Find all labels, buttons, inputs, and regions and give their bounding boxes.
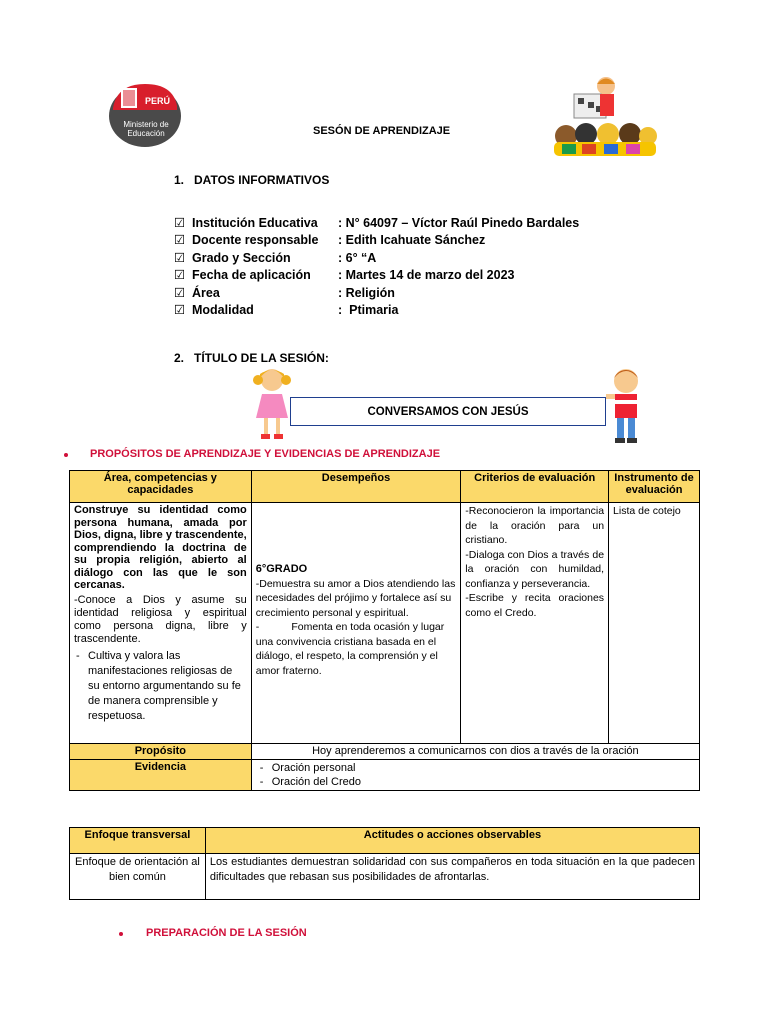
column-header: Área, competencias y capacidades	[70, 471, 252, 503]
bullet-icon	[64, 453, 68, 457]
session-title-box	[290, 397, 606, 426]
approach-cell: Enfoque de orientación al bien común	[70, 854, 206, 900]
capacity-list	[74, 649, 247, 724]
column-header: Actitudes o acciones observables	[205, 828, 699, 854]
column-header: Desempeños	[251, 471, 461, 503]
purposes-heading: PROPÓSITOS DE APRENDIZAJE Y EVIDENCIAS DE APRENDIZAJE	[90, 448, 441, 460]
column-header: Instrumento de evaluación	[609, 471, 700, 503]
evidence-label: Evidencia	[70, 760, 252, 791]
performance-text: - Fomenta en toda ocasión y lugar una convivencia cristiana basada en el diálogo, el respeto, la comprensión y el amor fraterno.	[255, 621, 448, 677]
section-1-heading: 1. DATOS INFORMATIVOS	[174, 173, 330, 187]
boy-illustration	[604, 366, 646, 446]
ministry-logo	[107, 76, 183, 148]
column-header: Criterios de evaluación	[461, 471, 609, 503]
checkbox-icon: ☑	[174, 251, 186, 265]
actions-cell: Los estudiantes demuestran solidaridad con sus compañeros en toda situación en la que padecen dificultades que rebasan sus posibilidades de afrontarlas.	[205, 854, 699, 900]
evidence-item: - Oración del Credo	[258, 775, 695, 789]
criteria-item: -Escribe y recita oraciones como el Credo.	[465, 592, 605, 619]
info-value: : 6° “A	[338, 251, 377, 265]
instrument-cell: Lista de cotejo	[609, 503, 700, 744]
transversal-table	[69, 827, 700, 900]
logo-ministry: Ministerio de Educación	[123, 120, 169, 138]
info-value: : Edith Icahuate Sánchez	[338, 233, 486, 247]
session-title: CONVERSAMOS CON JESÚS	[367, 406, 529, 418]
checkbox-icon: ☑	[174, 268, 186, 282]
info-value: : N° 64097 – Víctor Raúl Pinedo Bardales	[338, 216, 580, 230]
info-label: Docente responsable	[192, 233, 319, 247]
evidence-cell	[251, 760, 699, 791]
competency-cell	[70, 503, 252, 744]
evidence-item: - Oración personal	[258, 761, 695, 775]
section-2-heading: 2. TÍTULO DE LA SESIÓN:	[174, 351, 329, 365]
column-header: Enfoque transversal	[70, 828, 206, 854]
info-value: : Religión	[338, 286, 395, 300]
evidence-list	[256, 761, 695, 789]
performance-text: -Demuestra su amor a Dios atendiendo las necesidades del prójimo y fortalece así su crecimiento personal y espiritual.	[255, 577, 456, 619]
info-label: Institución Educativa	[192, 216, 318, 230]
info-value: : Martes 14 de marzo del 2023	[338, 268, 515, 282]
bullet-icon	[119, 932, 123, 936]
info-label: Modalidad	[192, 303, 254, 317]
checkbox-icon: ☑	[174, 286, 186, 300]
criteria-item: -Dialoga con Dios a través de la oración con humildad, confianza y perseverancia.	[465, 548, 605, 590]
info-value: : Ptimaria	[338, 303, 399, 317]
capacity-item: - Cultiva y valora las manifestaciones religiosas de su entorno argumentando su fe de manera comprensible y respetuosa.	[74, 649, 247, 724]
page-title: SESÓN DE APRENDIZAJE	[313, 125, 451, 137]
info-label: Fecha de aplicación	[192, 268, 311, 282]
grade-label: 6°GRADO	[255, 563, 308, 575]
checkbox-icon: ☑	[174, 216, 186, 230]
competency-text: Construye su identidad como persona humana, amada por Dios, digna, libre y trascendente, comprendiendo la doctrina de su propia religión, abierto al diálogo con las que le son cercanas.	[74, 504, 247, 591]
purpose-label: Propósito	[70, 744, 252, 760]
info-label: Área	[192, 286, 220, 300]
capacity-text: -Conoce a Dios y asume su identidad religiosa y espiritual como persona digna, libre y trascendente.	[74, 593, 247, 645]
kids-illustration	[552, 76, 658, 158]
girl-illustration	[252, 366, 292, 442]
criteria-item: -Reconocieron la importancia de la oración para un cristiano.	[465, 505, 605, 546]
checkbox-icon: ☑	[174, 233, 186, 247]
purpose-value: Hoy aprenderemos a comunicarnos con dios a través de la oración	[251, 744, 699, 760]
info-label: Grado y Sección	[192, 251, 291, 265]
performance-cell	[251, 503, 461, 744]
criteria-cell	[461, 503, 609, 744]
preparation-heading: PREPARACIÓN DE LA SESIÓN	[146, 927, 307, 939]
checkbox-icon: ☑	[174, 303, 186, 317]
purposes-table	[69, 470, 700, 791]
logo-country: PERÚ	[145, 96, 171, 106]
